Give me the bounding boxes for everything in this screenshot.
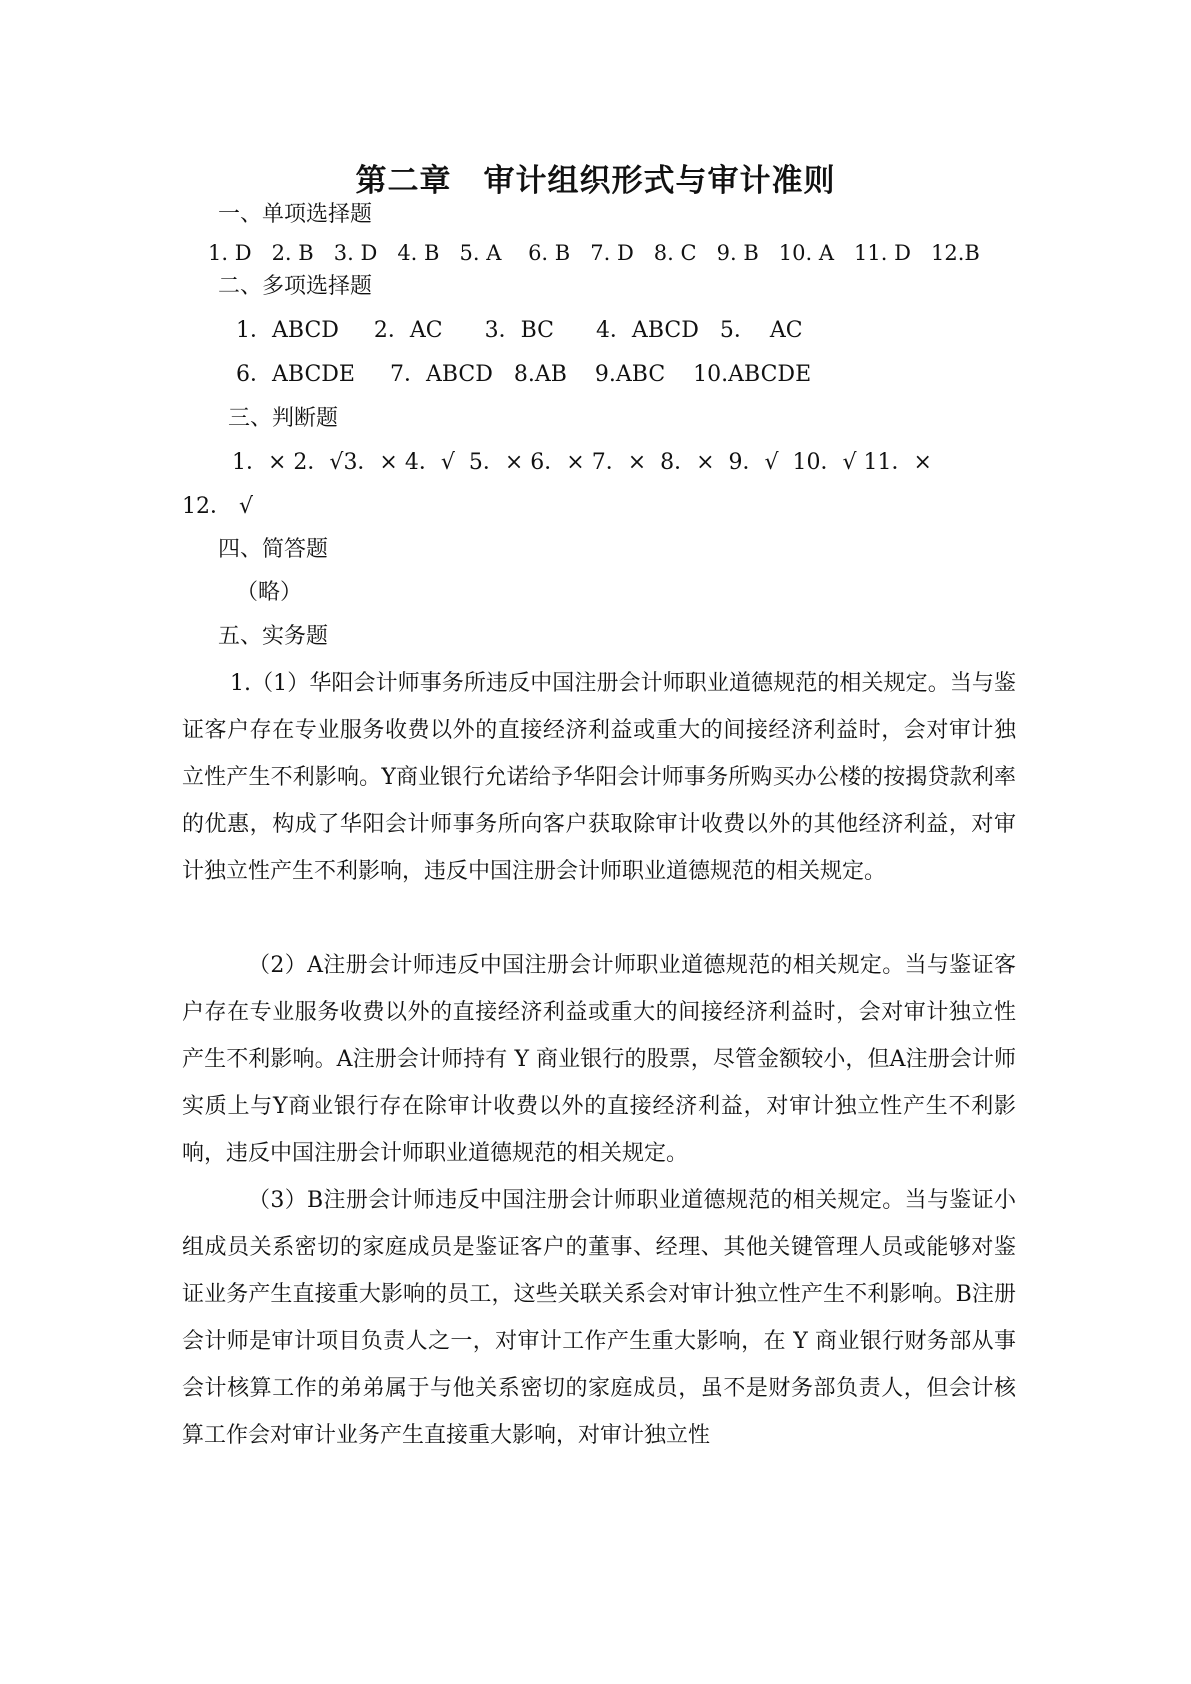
section-heading-practical: 五、实务题	[218, 624, 329, 649]
practical-paragraph-3: （3）B注册会计师违反中国注册会计师职业道德规范的相关规定。当与鉴证小组成员关系密切的家庭成员是鉴证客户的董事、经理、其他关键管理人员或能够对鉴证业务产生直接重大影响的员工，这些关联关系会对审计独立性产生不利影响。B注册会计师是审计项目负责人之一，对审计工作产生重大影响，在 Y 商业银行财务部从事会计核算工作的弟弟属于与他关系密切的家庭成员，虽不是财务部负责人，但会计核算工作会对审计业务产生直接重大影响，对审计独立性	[182, 1188, 1016, 1448]
true-false-answers-line-2: 12． √	[182, 494, 254, 519]
section-heading-true-false: 三、判断题	[228, 406, 339, 431]
section-heading-multiple-choice: 二、多项选择题	[218, 274, 373, 299]
practical-paragraph-1: 1.（1）华阳会计师事务所违反中国注册会计师职业道德规范的相关规定。当与鉴证客户存在专业服务收费以外的直接经济利益或重大的间接经济利益时，会对审计独立性产生不利影响。Y商业银行允诺给予华阳会计师事务所购买办公楼的按揭贷款利率的优惠，构成了华阳会计师事务所向客户获取除审计收费以外的其他经济利益，对审计独立性产生不利影响，违反中国注册会计师职业道德规范的相关规定。	[182, 671, 1016, 884]
practical-paragraph-2: （2）A注册会计师违反中国注册会计师职业道德规范的相关规定。当与鉴证客户存在专业服务收费以外的直接经济利益或重大的间接经济利益时，会对审计独立性产生不利影响。A注册会计师持有 Y 商业银行的股票，尽管金额较小，但A注册会计师实质上与Y商业银行存在除审计收费以外的直接经济利益，对审计独立性产生不利影响，违反中国注册会计师职业道德规范的相关规定。	[182, 953, 1016, 1166]
multiple-choice-answers-line-2: 6．ABCDE 7．ABCD 8.AB 9.ABC 10.ABCDE	[236, 362, 812, 387]
section-heading-short-answer: 四、简答题	[218, 537, 329, 562]
true-false-answers-line-1: 1．× 2．√3．× 4．√ 5．× 6．× 7．× 8．× 9．√ 10．√ 11．×	[232, 450, 932, 475]
single-choice-answers: 1. D 2. B 3. D 4. B 5. A 6. B 7. D 8. C 9. B 10. A 11. D 12.B	[208, 241, 980, 265]
section-heading-single-choice: 一、单项选择题	[218, 202, 373, 227]
multiple-choice-answers-line-1: 1．ABCD 2．AC 3．BC 4．ABCD 5． AC	[236, 318, 803, 343]
chapter-title: 第二章 审计组织形式与审计准则	[355, 163, 836, 199]
short-answer-omitted: （略）	[236, 580, 303, 605]
